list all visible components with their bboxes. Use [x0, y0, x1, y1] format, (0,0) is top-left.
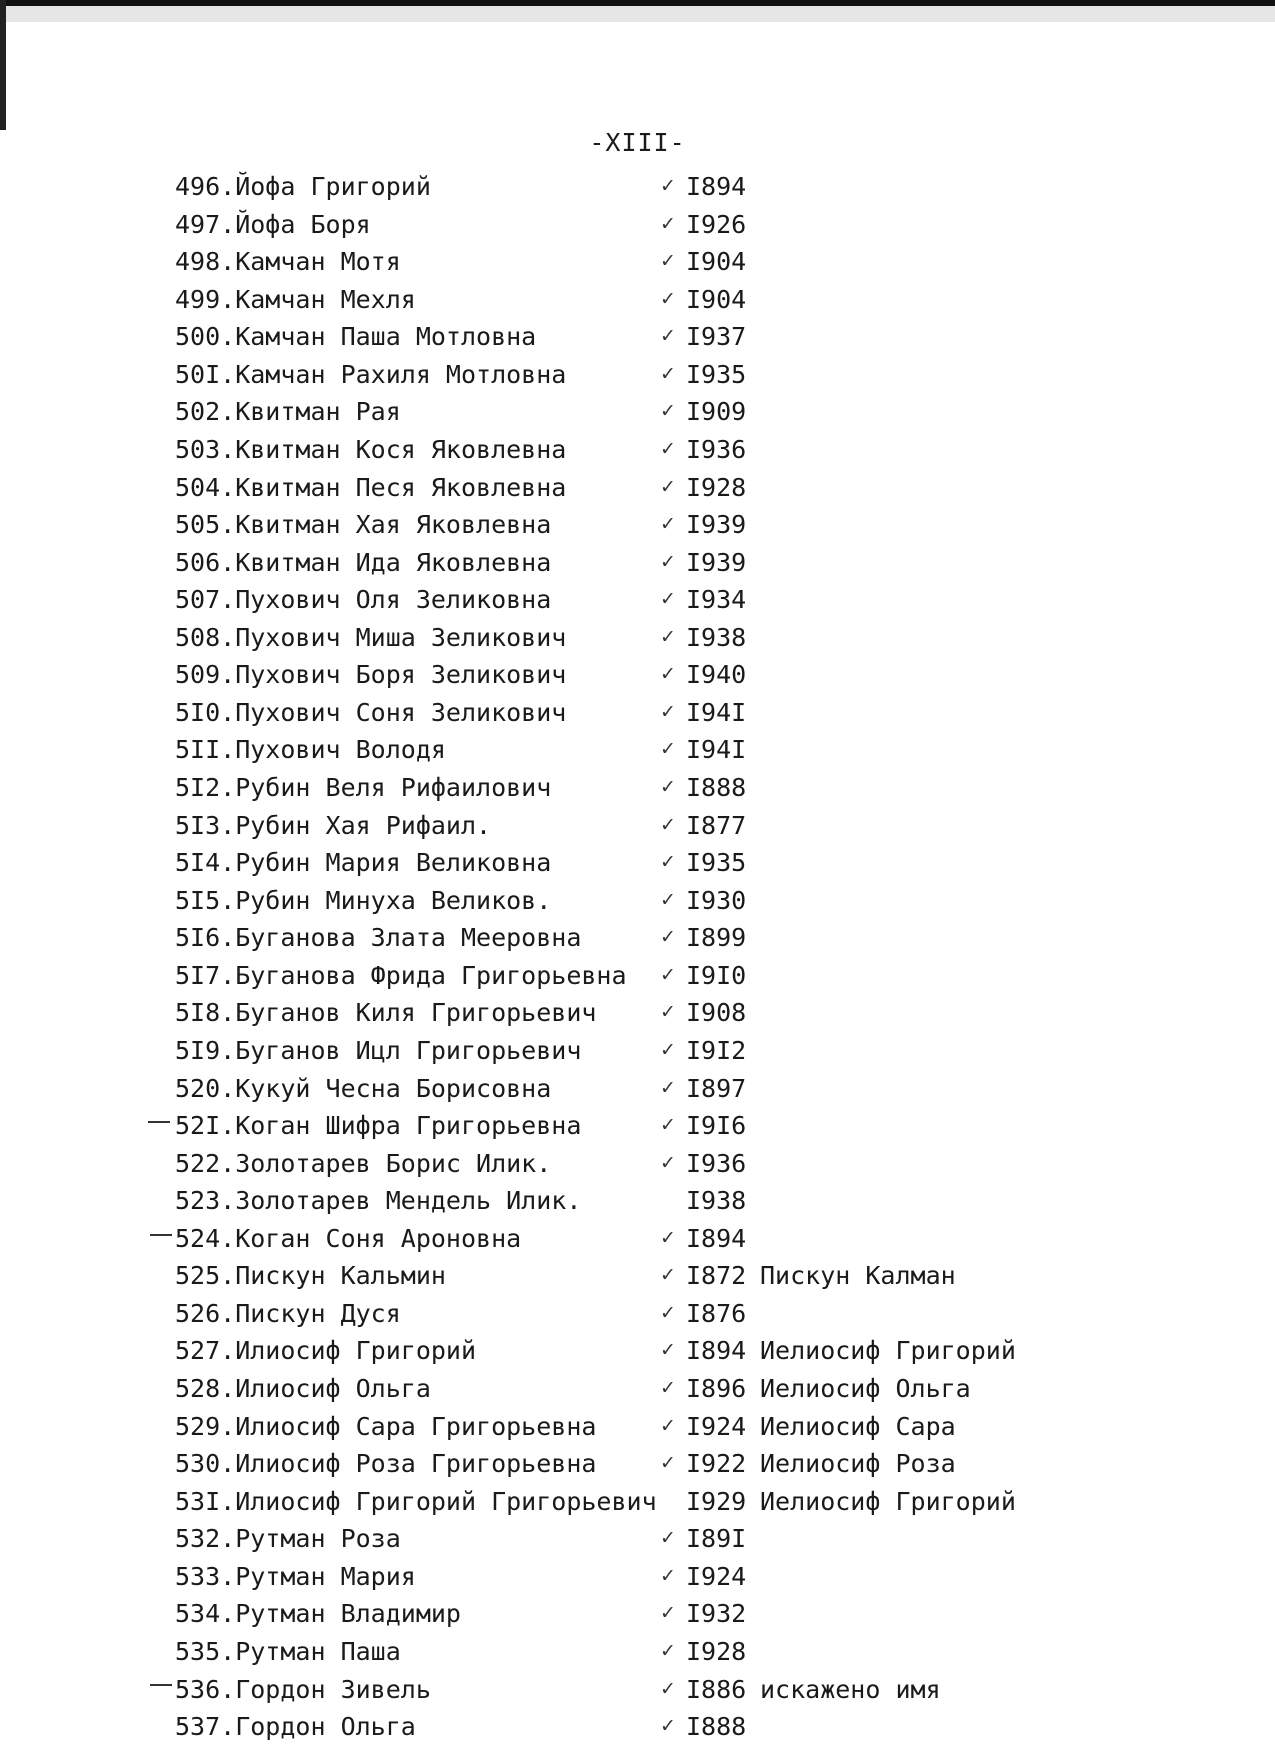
entry-row: [0, 807, 1275, 845]
check-mark-icon: ✓: [660, 888, 676, 911]
entry-year: I897: [686, 1073, 747, 1103]
entry-year: I904: [686, 284, 747, 314]
entry-name: 533.Рутман Мария: [175, 1561, 416, 1591]
entry-name: 507.Пухович Оля Зеликовна: [175, 585, 552, 615]
check-mark-icon: ✓: [660, 1151, 676, 1174]
entry-name: 502.Квитман Рая: [175, 397, 401, 427]
entry-name: 5II.Пухович Володя: [175, 735, 446, 765]
entry-year: I94I: [686, 735, 747, 765]
check-mark-icon: ✓: [660, 1452, 676, 1475]
entry-row: [0, 1370, 1275, 1408]
check-mark-icon: ✓: [660, 776, 676, 798]
entry-year: I936: [686, 1148, 747, 1178]
entry-year: I939: [686, 510, 747, 540]
entry-year: I938: [686, 1186, 747, 1216]
entry-name: 528.Илиосиф Ольга: [175, 1374, 431, 1403]
entry-year: I888: [686, 773, 747, 802]
check-mark-icon: ✓: [660, 400, 676, 423]
entry-row: [0, 431, 1275, 469]
entry-year: I939: [686, 547, 747, 577]
entry-year: I876: [686, 1298, 747, 1328]
entry-year: I928: [686, 472, 747, 502]
entry-name: 530.Илиосиф Роза Григорьевна: [175, 1449, 597, 1479]
entry-year: I896: [686, 1374, 747, 1403]
entry-note: Иелиосиф Роза: [760, 1449, 956, 1479]
entry-year: I888: [686, 1712, 747, 1742]
entry-name: 526.Пискун Дуся: [175, 1298, 401, 1328]
entry-row: [0, 356, 1275, 394]
entry-row: [0, 957, 1275, 995]
entry-row: [0, 1520, 1275, 1558]
check-mark-icon: ✓: [660, 926, 676, 949]
check-mark-icon: ✓: [660, 963, 676, 986]
entry-name: 535.Рутман Паша: [175, 1636, 401, 1666]
check-mark-icon: ✓: [660, 1301, 676, 1324]
entry-year: I922: [686, 1449, 747, 1479]
entry-year: I886: [686, 1674, 747, 1704]
entry-name: 5I2.Рубин Веля Рифаилович: [175, 773, 552, 802]
entry-name: 498.Камчан Мотя: [175, 247, 401, 277]
check-mark-icon: ✓: [660, 1715, 676, 1738]
check-mark-icon: ✓: [660, 663, 676, 686]
entry-row: [0, 1671, 1275, 1709]
check-mark-icon: ✓: [660, 1076, 676, 1099]
entry-note: Пискун Калман: [760, 1261, 956, 1291]
check-mark-icon: ✓: [660, 1564, 676, 1587]
entry-year: I930: [686, 885, 747, 915]
entry-note: искажено имя: [760, 1674, 941, 1704]
entry-year: I94I: [686, 697, 747, 727]
margin-dash: [150, 1684, 172, 1686]
entry-row: [0, 581, 1275, 619]
entry-name: 5I8.Буганов Киля Григорьевич: [175, 998, 597, 1028]
check-mark-icon: ✓: [660, 287, 676, 310]
entry-name: 5I9.Буганов Ицл Григорьевич: [175, 1035, 582, 1065]
entry-year: I938: [686, 622, 747, 652]
entry-year: I89I: [686, 1524, 747, 1554]
entry-name: 527.Илиосиф Григорий: [175, 1336, 477, 1366]
check-mark-icon: ✓: [660, 738, 676, 761]
check-mark-icon: ✓: [660, 1264, 676, 1287]
check-mark-icon: ✓: [660, 851, 676, 874]
entry-row: [0, 694, 1275, 732]
check-mark-icon: ✓: [660, 625, 676, 648]
entry-row: [0, 1558, 1275, 1596]
check-mark-icon: ✓: [660, 362, 676, 385]
scan-left-edge: [0, 0, 6, 130]
entry-row: [0, 544, 1275, 582]
check-mark-icon: ✓: [660, 475, 676, 498]
entry-note: Иелиосиф Григорий: [760, 1336, 1016, 1366]
entry-year: I894: [686, 172, 747, 201]
entry-note: Иелиосиф Ольга: [760, 1374, 971, 1403]
entry-year: I9I2: [686, 1035, 747, 1065]
entry-name: 5I3.Рубин Хая Рифаил.: [175, 810, 492, 840]
entry-row: [0, 1257, 1275, 1295]
entry-name: 5I0.Пухович Соня Зеликович: [175, 697, 567, 727]
check-mark-icon: ✓: [660, 1038, 676, 1061]
check-mark-icon: ✓: [660, 325, 676, 348]
entry-note: Иелиосиф Григорий: [760, 1486, 1016, 1516]
entry-note: Иелиосиф Сара: [760, 1411, 956, 1441]
entry-row: [0, 769, 1275, 807]
margin-dash: [148, 1121, 170, 1123]
entry-name: 496.Йофа Григорий: [175, 172, 431, 201]
entry-year: I924: [686, 1411, 747, 1441]
entry-name: 504.Квитман Песя Яковлевна: [175, 472, 567, 502]
entry-name: 5I7.Буганова Фрида Григорьевна: [175, 960, 627, 990]
entry-year: I872: [686, 1261, 747, 1291]
check-mark-icon: ✓: [660, 1339, 676, 1362]
entry-row: [0, 619, 1275, 657]
check-mark-icon: ✓: [660, 550, 676, 573]
check-mark-icon: ✓: [660, 175, 676, 197]
entry-year: I935: [686, 359, 747, 389]
page-number: -XIII-: [589, 128, 686, 157]
entry-name: 520.Кукуй Чесна Борисовна: [175, 1073, 552, 1103]
margin-dash: [150, 1234, 172, 1236]
entry-name: 523.Золотарев Мендель Илик.: [175, 1186, 582, 1216]
entry-row: [0, 656, 1275, 694]
entry-row: [0, 168, 1275, 206]
check-mark-icon: ✓: [660, 1639, 676, 1662]
entry-row: [0, 393, 1275, 431]
check-mark-icon: ✓: [660, 1114, 676, 1137]
entry-year: I937: [686, 322, 747, 352]
entry-year: I908: [686, 998, 747, 1028]
entry-year: I928: [686, 1636, 747, 1666]
entry-name: 534.Рутман Владимир: [175, 1599, 461, 1629]
check-mark-icon: ✓: [660, 1226, 676, 1249]
entry-list: [0, 168, 1275, 1746]
entry-row: [0, 919, 1275, 957]
entry-row: [0, 731, 1275, 769]
entry-year: I877: [686, 810, 747, 840]
entry-year: I924: [686, 1561, 747, 1591]
entry-row: [0, 1107, 1275, 1145]
entry-row: [0, 1295, 1275, 1333]
entry-name: 500.Камчан Паша Мотловна: [175, 322, 537, 352]
entry-row: [0, 1220, 1275, 1258]
entry-year: I894: [686, 1223, 747, 1253]
check-mark-icon: ✓: [660, 1527, 676, 1550]
entry-year: I899: [686, 923, 747, 953]
entry-row: [0, 1332, 1275, 1370]
check-mark-icon: ✓: [660, 588, 676, 611]
entry-name: 537.Гордон Ольга: [175, 1712, 416, 1742]
entry-row: [0, 206, 1275, 244]
entry-row: [0, 1483, 1275, 1521]
check-mark-icon: ✓: [660, 1677, 676, 1700]
entry-name: 532.Рутман Роза: [175, 1524, 401, 1554]
entry-year: I909: [686, 397, 747, 427]
entry-name: 536.Гордон Зивель: [175, 1674, 431, 1704]
entry-row: [0, 281, 1275, 319]
check-mark-icon: ✓: [660, 1001, 676, 1024]
entry-year: I894: [686, 1336, 747, 1366]
entry-name: 524.Коган Соня Ароновна: [175, 1223, 522, 1253]
entry-row: [0, 506, 1275, 544]
entry-name: 508.Пухович Миша Зеликович: [175, 622, 567, 652]
entry-year: I9I6: [686, 1111, 747, 1141]
entry-row: [0, 1445, 1275, 1483]
check-mark-icon: ✓: [660, 1414, 676, 1437]
entry-row: [0, 1595, 1275, 1633]
entry-name: 497.Йофа Боря: [175, 209, 371, 239]
check-mark-icon: ✓: [660, 1602, 676, 1625]
check-mark-icon: ✓: [660, 1377, 676, 1399]
entry-name: 52I.Коган Шифра Григорьевна: [175, 1111, 582, 1141]
entry-row: [0, 1070, 1275, 1108]
entry-year: I929: [686, 1486, 747, 1516]
entry-name: 509.Пухович Боря Зеликович: [175, 660, 567, 690]
entry-row: [0, 994, 1275, 1032]
entry-year: I9I0: [686, 960, 747, 990]
check-mark-icon: ✓: [660, 813, 676, 836]
entry-row: [0, 844, 1275, 882]
entry-name: 5I6.Буганова Злата Мееровна: [175, 923, 582, 953]
entry-name: 503.Квитман Кося Яковлевна: [175, 434, 567, 464]
entry-name: 53I.Илиосиф Григорий Григорьевич: [175, 1486, 657, 1516]
entry-row: [0, 1145, 1275, 1183]
entry-row: [0, 1182, 1275, 1220]
entry-row: [0, 1708, 1275, 1746]
entry-name: 499.Камчан Мехля: [175, 284, 416, 314]
entry-row: [0, 243, 1275, 281]
check-mark-icon: ✓: [660, 700, 676, 723]
check-mark-icon: ✓: [660, 212, 676, 235]
entry-year: I936: [686, 434, 747, 464]
check-mark-icon: ✓: [660, 513, 676, 536]
entry-name: 50I.Камчан Рахиля Мотловна: [175, 359, 567, 389]
entry-name: 529.Илиосиф Сара Григорьевна: [175, 1411, 597, 1441]
entry-year: I926: [686, 209, 747, 239]
entry-name: 5I5.Рубин Минуха Великов.: [175, 885, 552, 915]
entry-row: [0, 318, 1275, 356]
entry-name: 5I4.Рубин Мария Великовна: [175, 848, 552, 878]
entry-year: I934: [686, 585, 747, 615]
entry-name: 522.Золотарев Борис Илик.: [175, 1148, 552, 1178]
entry-row: [0, 1032, 1275, 1070]
entry-row: [0, 1633, 1275, 1671]
entry-row: [0, 882, 1275, 920]
entry-year: I932: [686, 1599, 747, 1629]
entry-year: I935: [686, 848, 747, 878]
entry-name: 506.Квитман Ида Яковлевна: [175, 547, 552, 577]
check-mark-icon: ✓: [660, 250, 676, 273]
entry-name: 505.Квитман Хая Яковлевна: [175, 510, 552, 540]
entry-row: [0, 469, 1275, 507]
entry-row: [0, 1408, 1275, 1446]
entry-year: I904: [686, 247, 747, 277]
entry-name: 525.Пискун Кальмин: [175, 1261, 446, 1291]
entry-year: I940: [686, 660, 747, 690]
check-mark-icon: ✓: [660, 437, 676, 460]
scan-top-edge: [0, 0, 1275, 22]
